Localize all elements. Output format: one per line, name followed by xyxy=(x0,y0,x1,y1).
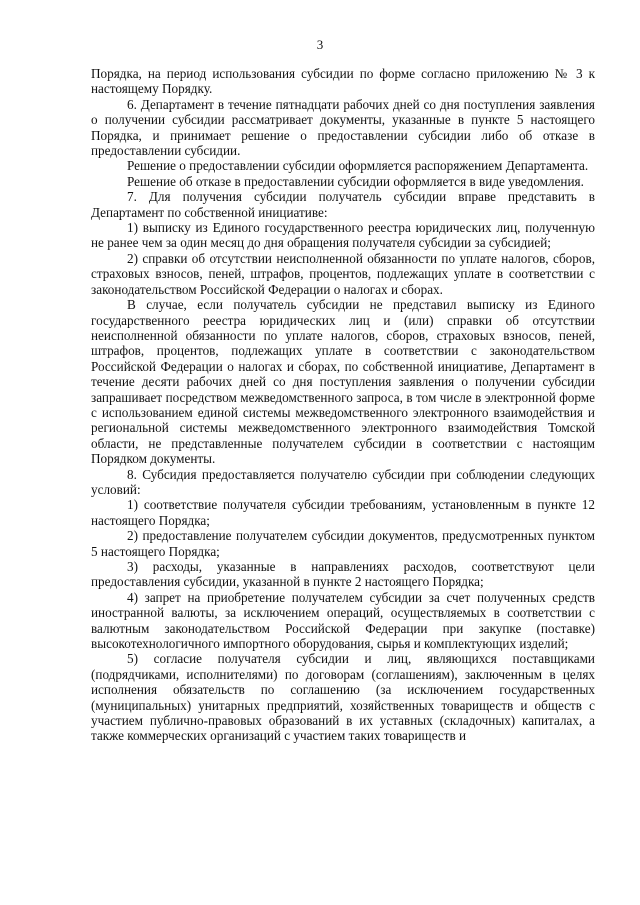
paragraph: Порядка, на период использования субсидии по форме согласно приложению № 3 к настоящему Порядку. xyxy=(91,66,595,97)
document-body xyxy=(91,66,595,744)
paragraph: 2) справки об отсутствии неисполненной обязанности по уплате налогов, сборов, страховых взносов, пеней, штрафов, процентов, подлежащих уплате в соответствии с законодательством Российской Федерации о налогах и сборах. xyxy=(91,250,595,297)
paragraph: Решение об отказе в предоставлении субсидии оформляется в виде уведомления. xyxy=(127,173,584,189)
paragraph: 2) предоставление получателем субсидии документов, предусмотренных пунктом 5 настоящего Порядка; xyxy=(91,528,595,559)
paragraph: 1) выписку из Единого государственного реестра юридических лиц, полученную не ранее чем за один месяц до дня обращения получателя субсидии за субсидией; xyxy=(91,220,595,251)
paragraph: 8. Субсидия предоставляется получателю субсидии при соблюдении следующих условий: xyxy=(91,466,595,497)
paragraph: 5) согласие получателя субсидии и лиц, являющихся поставщиками (подрядчиками, исполнителями) по договорам (соглашениям), заключенным в целях исполнения обязательств по соглашению (за исключением государственных (муниципальных) унитарных предприятий, хозяйственных товариществ и обществ с участием публично-правовых образований в их уставных (складочных) капиталах, а также коммерческих организаций с участием таких товариществ и xyxy=(91,651,595,744)
paragraph: 7. Для получения субсидии получатель субсидии вправе представить в Департамент по собственной инициативе: xyxy=(91,189,595,220)
paragraph: Решение о предоставлении субсидии оформляется распоряжением Департамента. xyxy=(127,158,589,174)
paragraph: 1) соответствие получателя субсидии требованиям, установленным в пункте 12 настоящего Порядка; xyxy=(91,497,595,528)
paragraph: В случае, если получатель субсидии не представил выписку из Единого государственного реестра юридических лиц и (или) справки об отсутствии неисполненной обязанности по уплате налогов, сборов, страховых взносов, пеней, штрафов, процентов, подлежащих уплате в соответствии с законодательством Российской Федерации о налогах и сборах, по собственной инициативе, Департамент в течение десяти рабочих дней со дня поступления заявления о получении субсидии запрашивает посредством межведомственного запроса, в том числе в электронной форме с использованием единой системы межведомственного электронного взаимодействия и региональной системы межведомственного электронного взаимодействия Томской области, не представленные получателем субсидии в соответствии с настоящим Порядком документы. xyxy=(91,297,595,467)
paragraph: 3) расходы, указанные в направлениях расходов, соответствуют цели предоставления субсидии, указанной в пункте 2 настоящего Порядка; xyxy=(91,559,595,590)
paragraph: 6. Департамент в течение пятнадцати рабочих дней со дня поступления заявления о получении субсидии рассматривает документы, указанные в пункте 5 настоящего Порядка, и принимает решение о предоставлении субсидии либо об отказе в предоставлении субсидии. xyxy=(91,96,595,159)
page-number: 3 xyxy=(316,37,324,52)
paragraph: 4) запрет на приобретение получателем субсидии за счет полученных средств иностранной валюты, за исключением операций, осуществляемых в соответствии с валютным законодательством Российской Федерации при закупке (поставке) высокотехнологичного импортного оборудования, сырья и комплектующих изделий; xyxy=(91,589,595,652)
